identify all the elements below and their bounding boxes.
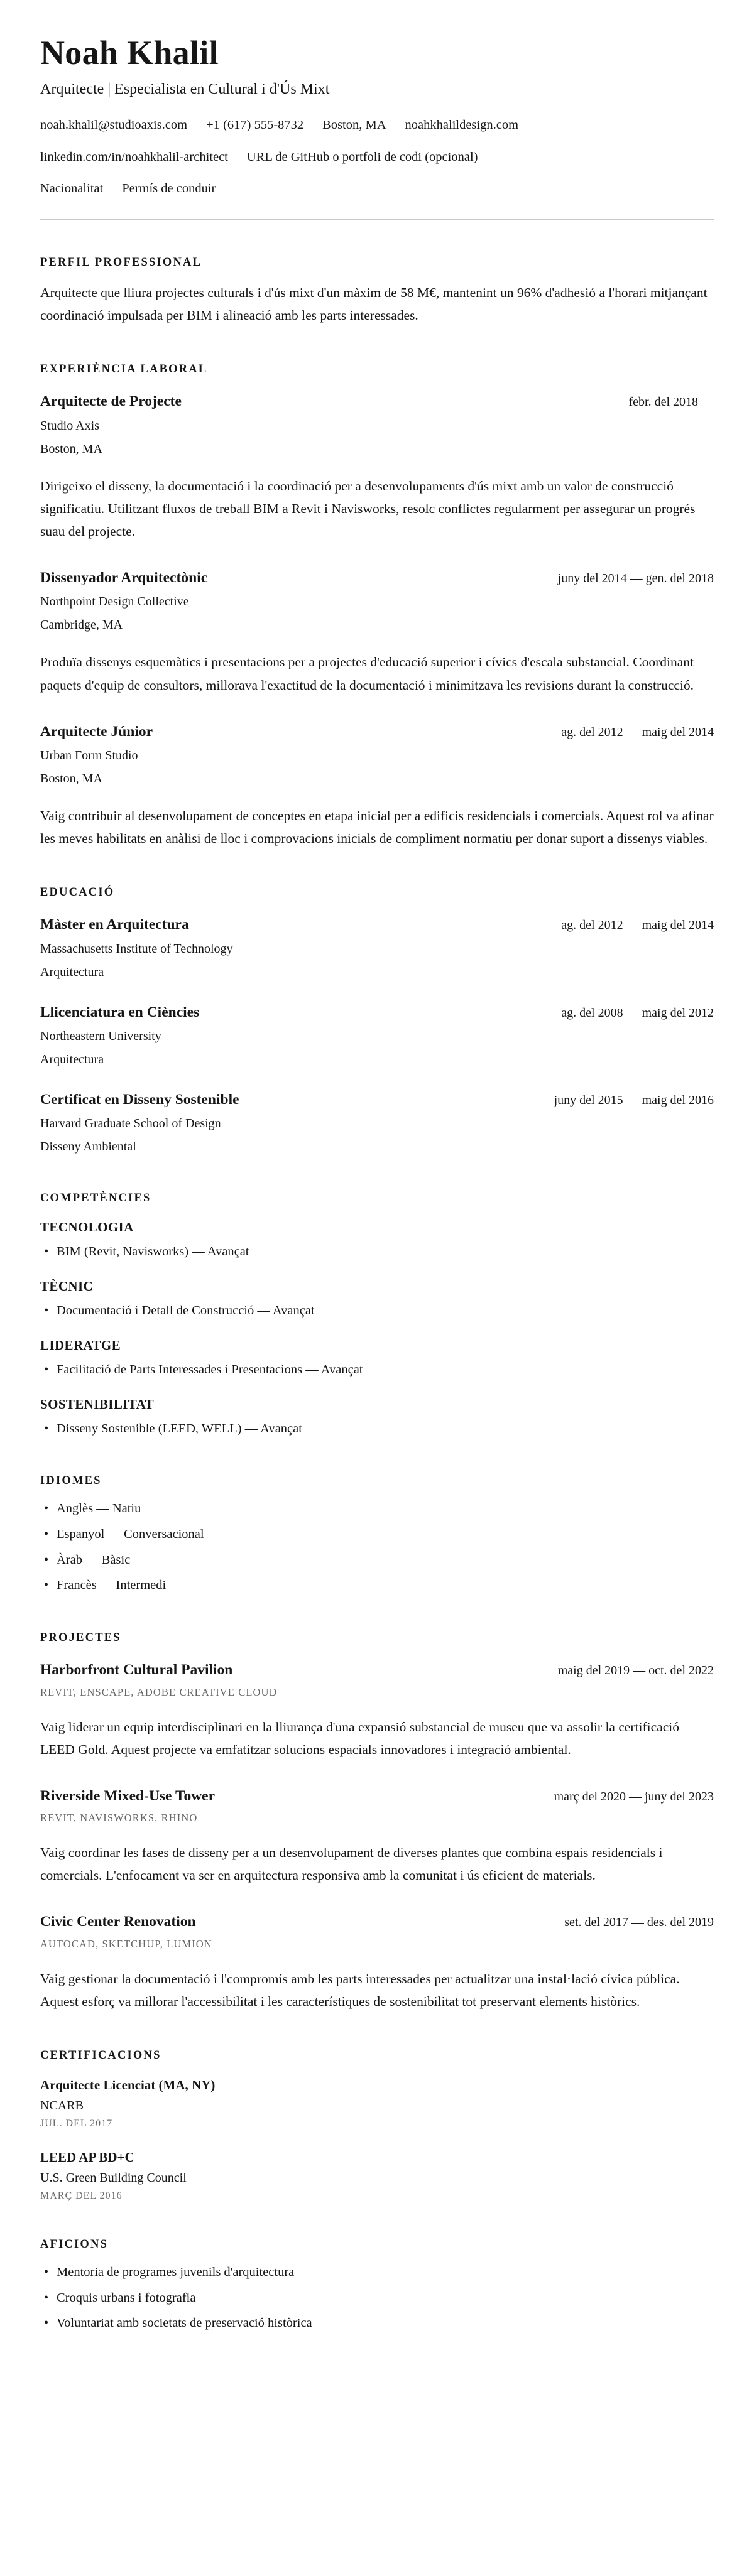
- experience-item-head: [40, 569, 714, 587]
- project-item: [40, 1913, 714, 2013]
- skill-group-name: LIDERATGE: [40, 1337, 121, 1353]
- skill-group-name: SOSTENIBILITAT: [40, 1396, 155, 1412]
- candidate-name: Noah Khalil: [40, 34, 219, 72]
- email-text: noah.khalil@studioaxis.com: [40, 117, 188, 132]
- degree-title: Màster en Arquitectura: [40, 916, 189, 933]
- language-item-text: Francès — Intermedi: [57, 1578, 167, 1593]
- school-name: Northeastern University: [40, 1029, 161, 1043]
- candidate-headline: Arquitecte | Especialista en Cultural i d'Ús Mixt: [40, 80, 330, 97]
- language-item: [40, 1551, 714, 1570]
- contact-row-3: [40, 180, 714, 198]
- project-name: Harborfront Cultural Pavilion: [40, 1662, 233, 1679]
- profile-summary: Arquitecte que lliura projectes culturals i d'ús mixt d'un màxim de 58 M€, mantenint un 96% d'adhesió a l'horari mitjançant coordinació impulsada per BIM i alineació amb les parts interessades.: [40, 285, 708, 323]
- education-item: [40, 916, 714, 980]
- job-dates: ag. del 2012 — maig del 2014: [561, 725, 714, 739]
- job-location: Cambridge, MA: [40, 618, 123, 632]
- certification-issuer: U.S. Green Building Council: [40, 2170, 187, 2185]
- education-item-head: [40, 916, 714, 934]
- hobby-item: [40, 2314, 714, 2333]
- driving-license-text: Permís de conduir: [122, 181, 216, 196]
- profile-heading: PERFIL PROFESSIONAL: [40, 256, 202, 269]
- education-item-head: [40, 1091, 714, 1109]
- skill-list: [40, 1243, 714, 1262]
- experience-item-head: [40, 392, 714, 411]
- project-description: Vaig liderar un equip interdisciplinari en la lliurança d'una expansió substancial de museu que va assolir la certificació LEED Gold. Aquest projecte va emfatitzar solucions espacials innovadores i integració ambiental.: [40, 1719, 680, 1757]
- hobby-item-text: Mentoria de programes juvenils d'arquitectura: [57, 2265, 295, 2279]
- section-languages: [40, 1475, 714, 1595]
- hobby-item: [40, 2289, 714, 2308]
- field-of-study: Arquitectura: [40, 965, 104, 979]
- project-dates: març del 2020 — juny del 2023: [554, 1789, 714, 1804]
- section-education: [40, 886, 714, 1155]
- job-dates: febr. del 2018 —: [628, 395, 714, 409]
- project-dates: maig del 2019 — oct. del 2022: [557, 1664, 714, 1678]
- nationality-text: Nacionalitat: [40, 181, 104, 196]
- hobby-item-text: Croquis urbans i fotografia: [57, 2290, 196, 2305]
- certifications-heading: CERTIFICACIONS: [40, 2048, 161, 2062]
- job-dates: juny del 2014 — gen. del 2018: [557, 571, 714, 586]
- skill-item-text: BIM (Revit, Navisworks) — Avançat: [57, 1245, 249, 1259]
- skill-group-name: TÈCNIC: [40, 1279, 94, 1294]
- skill-item-text: Documentació i Detall de Construcció — Avançat: [57, 1304, 315, 1318]
- skills-heading: COMPETÈNCIES: [40, 1192, 151, 1205]
- experience-item: [40, 723, 714, 850]
- certification-date: JUL. DEL 2017: [40, 2118, 113, 2129]
- school-name: Massachusetts Institute of Technology: [40, 941, 233, 956]
- project-name: Civic Center Renovation: [40, 1913, 196, 1930]
- project-tools: REVIT, ENSCAPE, ADOBE CREATIVE CLOUD: [40, 1686, 278, 1698]
- project-tools: AUTOCAD, SKETCHUP, LUMION: [40, 1937, 212, 1950]
- website-text: noahkhalildesign.com: [405, 117, 519, 132]
- skill-item: [40, 1420, 714, 1439]
- language-item-text: Espanyol — Conversacional: [57, 1527, 204, 1541]
- contact-row-2: [40, 148, 714, 167]
- projects-heading: PROJECTES: [40, 1632, 121, 1645]
- skill-list: [40, 1420, 714, 1439]
- certification-date: MARÇ DEL 2016: [40, 2190, 123, 2201]
- section-certifications: [40, 2049, 714, 2202]
- project-dates: set. del 2017 — des. del 2019: [564, 1915, 714, 1930]
- hobby-item-text: Voluntariat amb societats de preservació històrica: [57, 2316, 312, 2330]
- language-item-text: Àrab — Bàsic: [57, 1552, 131, 1567]
- language-list: [40, 1500, 714, 1595]
- job-location: Boston, MA: [40, 772, 102, 786]
- contact-row-1: [40, 116, 714, 135]
- job-description: Produïa dissenys esquemàtics i presentacions per a projectes d'educació superior i cívics d'escala substancial. Coordinant paquets d'equip de consultors, millorava l'exactitud de la documentació i minimitzava les revisions durant la construcció.: [40, 654, 694, 693]
- certification-item: [40, 2077, 714, 2130]
- experience-heading: EXPERIÈNCIA LABORAL: [40, 363, 208, 376]
- github-placeholder-text: URL de GitHub o portfoli de codi (opcional): [246, 149, 478, 164]
- certification-issuer: NCARB: [40, 2098, 84, 2113]
- header-divider: [40, 219, 714, 220]
- project-item-head: [40, 1913, 714, 1931]
- skill-group-name: TECNOLOGIA: [40, 1220, 134, 1235]
- job-location: Boston, MA: [40, 441, 102, 456]
- experience-item: [40, 392, 714, 543]
- school-name: Harvard Graduate School of Design: [40, 1117, 221, 1131]
- language-item: [40, 1500, 714, 1518]
- skill-group: [40, 1338, 714, 1380]
- language-item: [40, 1576, 714, 1595]
- job-description: Vaig contribuir al desenvolupament de conceptes en etapa inicial per a edificis residencials i comercials. Aquest rol va afinar les meves habilitats en anàlisi de lloc i comprovacions inicials de compliment normatiu per donar suport a dissenys viables.: [40, 808, 714, 847]
- job-company: Northpoint Design Collective: [40, 595, 189, 609]
- resume-header: [40, 33, 714, 198]
- experience-item-head: [40, 723, 714, 741]
- education-dates: ag. del 2008 — maig del 2012: [561, 1005, 714, 1020]
- language-item-text: Anglès — Natiu: [57, 1502, 141, 1516]
- location-text: Boston, MA: [322, 117, 386, 132]
- skill-list: [40, 1361, 714, 1380]
- hobbies-heading: AFICIONS: [40, 2238, 109, 2251]
- job-title: Dissenyador Arquitectònic: [40, 570, 208, 587]
- phone-text: +1 (617) 555-8732: [206, 117, 304, 132]
- certification-item: [40, 2150, 714, 2202]
- job-company: Urban Form Studio: [40, 749, 138, 763]
- skill-group: [40, 1220, 714, 1262]
- skill-item: [40, 1302, 714, 1321]
- education-dates: ag. del 2012 — maig del 2014: [561, 918, 714, 933]
- education-item: [40, 1091, 714, 1155]
- job-description: Dirigeixo el disseny, la documentació i la coordinació per a desenvolupaments d'ús mixt amb un valor de construcció significatiu. Utilitzant fluxos de treball BIM a Revit i Navisworks, resolc conflictes regularment per assegurar un progrés suau del projecte.: [40, 478, 696, 539]
- project-item: [40, 1787, 714, 1887]
- job-title: Arquitecte Júnior: [40, 723, 153, 740]
- skill-group: [40, 1279, 714, 1321]
- experience-item: [40, 569, 714, 696]
- project-name: Riverside Mixed-Use Tower: [40, 1787, 216, 1804]
- field-of-study: Disseny Ambiental: [40, 1140, 136, 1154]
- skill-group: [40, 1397, 714, 1439]
- section-experience: [40, 363, 714, 850]
- project-description: Vaig gestionar la documentació i l'compromís amb les parts interessades per actualitzar una instal·lació cívica pública. Aquest esforç va millorar l'accessibilitat i les característiques de sostenibilitat tot preservant elements històrics.: [40, 1971, 680, 2009]
- section-hobbies: [40, 2238, 714, 2333]
- hobby-list: [40, 2263, 714, 2333]
- job-title: Arquitecte de Projecte: [40, 393, 182, 410]
- degree-title: Certificat en Disseny Sostenible: [40, 1091, 239, 1108]
- education-heading: EDUCACIÓ: [40, 886, 115, 899]
- skill-item-text: Disseny Sostenible (LEED, WELL) — Avançat: [57, 1421, 302, 1436]
- linkedin-text: linkedin.com/in/noahkhalil-architect: [40, 149, 228, 164]
- project-tools: REVIT, NAVISWORKS, RHINO: [40, 1812, 198, 1824]
- skill-item: [40, 1361, 714, 1380]
- language-item: [40, 1525, 714, 1544]
- section-profile: [40, 256, 714, 327]
- section-skills: [40, 1192, 714, 1438]
- project-item-head: [40, 1787, 714, 1805]
- education-item: [40, 1004, 714, 1068]
- hobby-item: [40, 2263, 714, 2282]
- languages-heading: IDIOMES: [40, 1475, 102, 1488]
- education-item-head: [40, 1004, 714, 1022]
- skill-list: [40, 1302, 714, 1321]
- certification-name: Arquitecte Licenciat (MA, NY): [40, 2077, 216, 2092]
- job-company: Studio Axis: [40, 418, 99, 433]
- education-dates: juny del 2015 — maig del 2016: [554, 1093, 714, 1107]
- skill-item-text: Facilitació de Parts Interessades i Presentacions — Avançat: [57, 1362, 363, 1377]
- project-description: Vaig coordinar les fases de disseny per a un desenvolupament de diverses plantes que combina espais residencials i comercials. L'enfocament va ser en arquitectura responsiva amb la comunitat i ús eficient de materials.: [40, 1845, 663, 1883]
- degree-title: Llicenciatura en Ciències: [40, 1004, 200, 1020]
- skill-item: [40, 1243, 714, 1262]
- project-item: [40, 1661, 714, 1761]
- field-of-study: Arquitectura: [40, 1053, 104, 1066]
- certification-name: LEED AP BD+C: [40, 2149, 134, 2165]
- project-item-head: [40, 1661, 714, 1679]
- section-projects: [40, 1632, 714, 2013]
